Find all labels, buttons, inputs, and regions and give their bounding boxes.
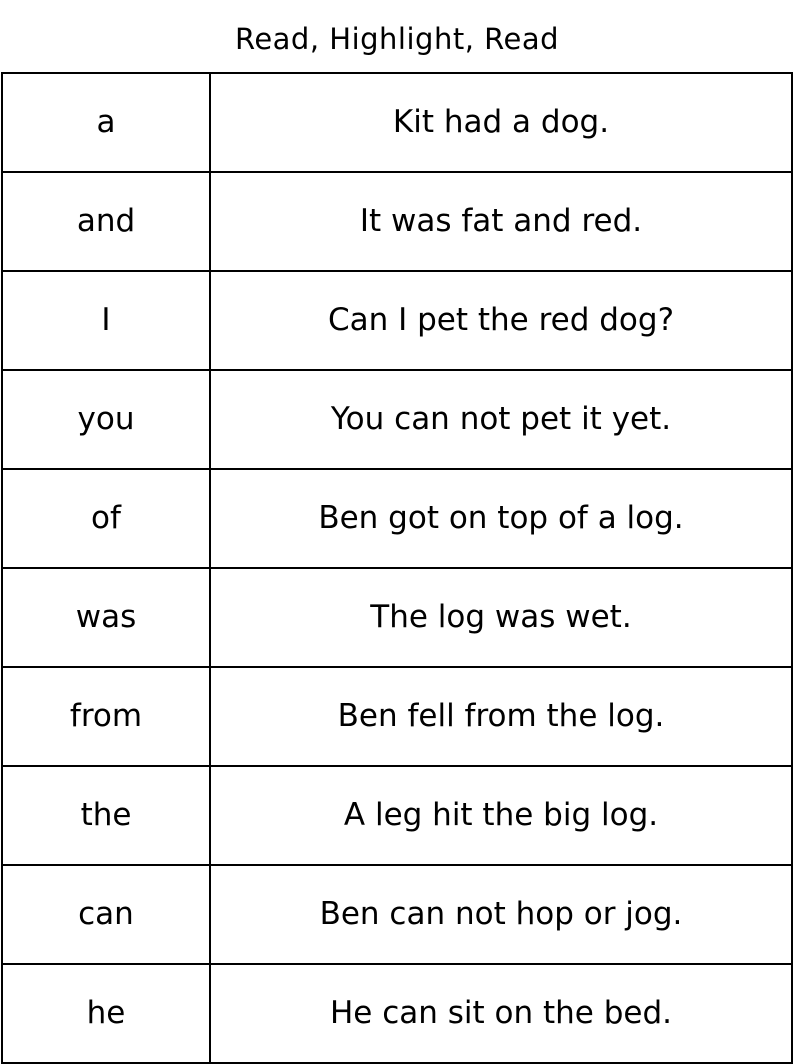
table-row bbox=[2, 667, 792, 766]
table-row bbox=[2, 469, 792, 568]
word-text: the bbox=[80, 797, 132, 834]
read-highlight-read-table bbox=[1, 72, 793, 1064]
sentence-text: A leg hit the big log. bbox=[343, 797, 659, 834]
word-text: and bbox=[76, 203, 136, 240]
word-text: from bbox=[69, 698, 143, 735]
word-text: he bbox=[86, 995, 126, 1032]
word-cell bbox=[2, 73, 210, 172]
word-cell bbox=[2, 370, 210, 469]
sentence-text: The log was wet. bbox=[370, 599, 632, 636]
sentence-text: He can sit on the bed. bbox=[329, 995, 673, 1032]
word-text: a bbox=[96, 104, 116, 141]
sentence-text: Ben got on top of a log. bbox=[318, 500, 684, 537]
table-row bbox=[2, 766, 792, 865]
sentence-cell bbox=[210, 766, 792, 865]
sentence-cell bbox=[210, 865, 792, 964]
table-row bbox=[2, 964, 792, 1063]
sentence-cell bbox=[210, 469, 792, 568]
sentence-cell bbox=[210, 172, 792, 271]
sentence-text: Can I pet the red dog? bbox=[327, 302, 675, 339]
sentence-cell bbox=[210, 568, 792, 667]
word-cell bbox=[2, 469, 210, 568]
table-row bbox=[2, 865, 792, 964]
page-title: Read, Highlight, Read bbox=[234, 22, 560, 56]
word-cell bbox=[2, 865, 210, 964]
sentence-text: You can not pet it yet. bbox=[330, 401, 672, 438]
table-row bbox=[2, 370, 792, 469]
sentence-text: It was fat and red. bbox=[359, 203, 643, 240]
sentence-cell bbox=[210, 271, 792, 370]
word-cell bbox=[2, 172, 210, 271]
word-cell bbox=[2, 766, 210, 865]
table-body bbox=[2, 73, 792, 1063]
table-row bbox=[2, 568, 792, 667]
word-text: you bbox=[77, 401, 135, 438]
table-row bbox=[2, 73, 792, 172]
sentence-text: Kit had a dog. bbox=[392, 104, 610, 141]
table-row bbox=[2, 271, 792, 370]
word-text: of bbox=[91, 500, 121, 537]
sentence-cell bbox=[210, 667, 792, 766]
sentence-text: Ben fell from the log. bbox=[337, 698, 665, 735]
word-text: can bbox=[78, 896, 134, 933]
word-cell bbox=[2, 568, 210, 667]
word-cell bbox=[2, 964, 210, 1063]
sentence-cell bbox=[210, 370, 792, 469]
word-cell bbox=[2, 667, 210, 766]
word-text: was bbox=[75, 599, 137, 636]
word-cell bbox=[2, 271, 210, 370]
table-row bbox=[2, 172, 792, 271]
sentence-text: Ben can not hop or jog. bbox=[319, 896, 683, 933]
sentence-cell bbox=[210, 964, 792, 1063]
word-text: I bbox=[101, 302, 111, 339]
sentence-cell bbox=[210, 73, 792, 172]
